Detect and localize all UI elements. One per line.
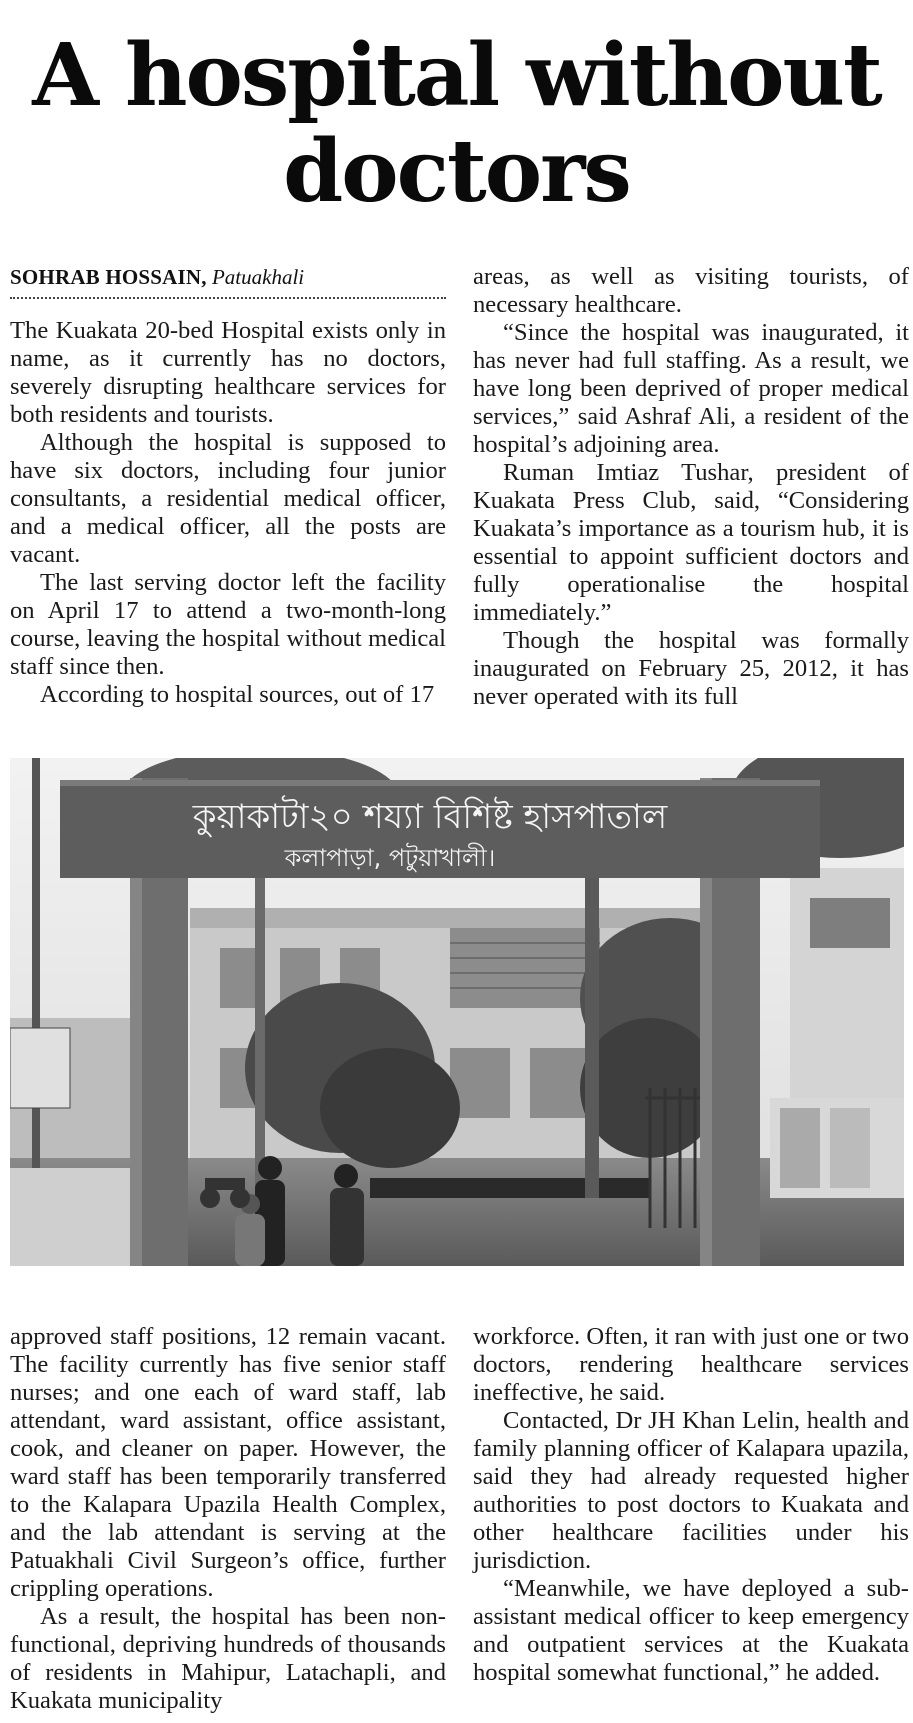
paragraph: The last serving doctor left the facility on April 17 to attend a two-month-long course, leaving the hospital without medical staff since then. — [10, 569, 446, 680]
paragraph: According to hospital sources, out of 17 — [40, 681, 435, 708]
paragraph: Contacted, Dr JH Khan Lelin, health and family planning officer of Kalapara upazila, said they had already requested higher authorities to post doctors to Kuakata and other healthcare facilities under his jurisdiction. — [473, 1407, 909, 1574]
paragraph: Ruman Imtiaz Tushar, president of Kuakata Press Club, said, “Considering Kuakata’s importance as a tourism hub, it is essential to appoint sufficient doctors and fully operationalise the hospital immediately.” — [473, 459, 909, 626]
paragraph: Though the hospital was formally inaugurated on February 25, 2012, it has never operated with its full — [473, 627, 909, 710]
paragraph: workforce. Often, it ran with just one or two doctors, rendering healthcare services ineffective, he said. — [473, 1323, 909, 1406]
article-column-2 — [473, 263, 909, 711]
byline-place: Patuakhali — [211, 265, 305, 289]
gate-sign-line1: কুয়াকাটা২০ শয্যা বিশিষ্ট হাসপাতাল — [192, 797, 668, 837]
paragraph: Although the hospital is supposed to have six doctors, including four junior consultants, a residential medical officer, and a medical officer, all the posts are vacant. — [10, 429, 446, 568]
paragraph: “Since the hospital was inaugurated, it has never had full staffing. As a result, we have long been deprived of proper medical services,” said Ashraf Ali, a resident of the hospital’s adjoining area. — [473, 319, 909, 458]
paragraph: approved staff positions, 12 remain vacant. The facility currently has five senior staff nurses; and one each of ward staff, lab attendant, ward assistant, office assistant, cook, and cleaner on paper. However, the ward staff has been temporarily transferred to the Kalapara Upazila Health Complex, and the lab attendant is serving at the Patuakhali Civil Surgeon’s office, further crippling operations. — [10, 1323, 446, 1602]
paragraph: The Kuakata 20-bed Hospital exists only in name, as it currently has no doctors, severely disrupting healthcare services for both residents and tourists. — [10, 317, 446, 428]
paragraph: As a result, the hospital has been non-functional, depriving hundreds of thousands of residents in Mahipur, Latachapli, and Kuakata municipality — [10, 1603, 446, 1714]
gate-sign-line2: কলাপাড়া, পটুয়াখালী। — [284, 844, 496, 872]
article-column-1 — [10, 317, 446, 709]
paragraph: areas, as well as visiting tourists, of necessary healthcare. — [473, 263, 909, 318]
hospital-gate-photo — [10, 758, 904, 1266]
article-column-4 — [473, 1323, 909, 1687]
byline — [10, 263, 446, 299]
headline: A hospital without doctors — [32, 25, 881, 222]
byline-author: SOHRAB HOSSAIN, — [10, 265, 207, 289]
article-column-3 — [10, 1323, 446, 1715]
paragraph: “Meanwhile, we have deployed a sub-assistant medical officer to keep emergency and outpatient services at the Kuakata hospital somewhat functional,” he added. — [473, 1575, 909, 1686]
